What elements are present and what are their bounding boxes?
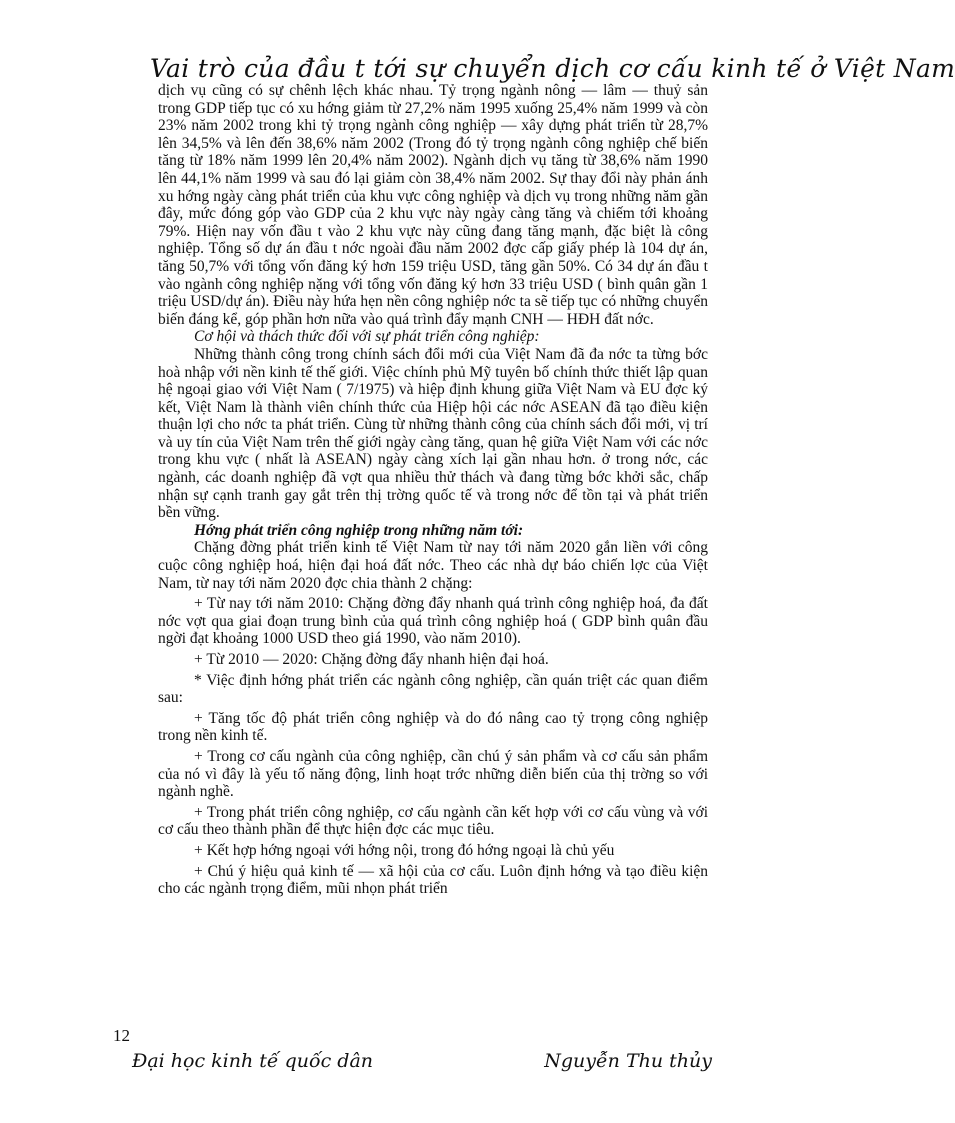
paragraph-opportunities: Những thành công trong chính sách đổi mới của Việt Nam đã đa nớc ta từng bớc hoà nhập với nền kinh tế thế giới. Việc chính phủ Mỹ tuyên bố chính thức thiết lập quan hệ ngoại giao với Việt Nam ( 7/1975) và hiệp định khung giữa Việt Nam và EU đợc ký kết, Việt Nam là thành viên chính thức của Hiệp hội các nớc ASEAN đã tạo điều kiện thuận lợi cho nớc ta phát triển. Cùng từ những thành công của chính sách đổi mới, vị trí và uy tín của Việt Nam trên thế giới ngày càng tăng, quan hệ giữa Việt Nam với các nớc trong khu vực ( nhất là ASEAN) ngày càng xích lại gần nhau hơn. ở trong nớc, các ngành, các doanh nghiệp đã vợt qua nhiều thử thách và đang từng bớc khởi sắc, chấp nhận sự cạnh tranh gay gắt trên thị trờng quốc tế và trong nớc để tồn tại và phát triển bền vững. xyxy=(158,345,708,522)
section-heading-opportunities: Cơ hội và thách thức đối với sự phát triển công nghiệp: xyxy=(194,328,540,346)
section-heading-direction: Hớng phát triển công nghiệp trong những năm tới: xyxy=(194,521,524,539)
page-number: 12 xyxy=(113,1026,130,1045)
list-item-stage-2010: + Từ nay tới năm 2010: Chặng đờng đẩy nhanh quá trình công nghiệp hoá, đa đất nớc vợt qua giai đoạn trung bình của quá trình công nghiệp hoá ( GDP bình quân đầu ngời đạt khoảng 1000 USD theo giá 1990, vào năm 2010). xyxy=(158,595,708,648)
list-item-stage-2020: + Từ 2010 — 2020: Chặng đờng đẩy nhanh hiện đại hoá. xyxy=(194,651,549,668)
list-item-efficiency: + Chú ý hiệu quả kinh tế — xã hội của cơ cấu. Luôn định hớng và tạo điều kiện cho các ngành trọng điểm, mũi nhọn phát triển xyxy=(158,862,708,898)
running-header-title: Vai trò của đầu t tới sự chuyển dịch cơ cấu kinh tế ở Việt Nam xyxy=(150,54,955,83)
footer-university: Đại học kinh tế quốc dân xyxy=(132,1050,374,1072)
paragraph-economic-structure: dịch vụ cũng có sự chênh lệch khác nhau. Tỷ trọng ngành nông — lâm — thuỷ sản trong GDP tiếp tục có xu hớng giảm từ 27,2% năm 1995 xuống 25,4% năm 1999 và còn 23% năm 2002 trong khi tỷ trọng ngành công nghiệp — xây dựng phát triển từ 28,7% lên 34,5% và lên đến 38,6% năm 2002 (Trong đó tỷ trọng ngành công nghiệp chế biến tăng từ 18% năm 1999 lên 20,4% năm 2002). Ngành dịch vụ tăng từ 38,6% năm 1990 lên 44,1% năm 1999 và sau đó lại giảm còn 38,4% năm 2002. Sự thay đổi này phản ánh xu hớng ngày càng phát triển của khu vực công nghiệp và dịch vụ trong những năm gần đây, mức đóng góp vào GDP của 2 khu vực này ngày càng tăng và chiếm tới khoảng 79%. Hiện nay vốn đầu t vào 2 khu vực này cũng đang tăng mạnh, đặc biệt là công nghiệp. Tổng số dự án đầu t nớc ngoài đầu năm 2002 đợc cấp giấy phép là 104 dự án, tăng 50,7% với tổng vốn đăng ký hơn 159 triệu USD, tăng gần 50%. Có 34 dự án đầu t vào ngành công nghiệp nặng với tổng vốn đăng ký hơn 33 triệu USD ( bình quân gần 1 triệu USD/dự án). Điều này hứa hẹn nền công nghiệp nớc ta sẽ tiếp tục có những chuyển biến đáng kể, góp phần hơn nữa vào quá trình đẩy mạnh CNH — HĐH đất nớc. xyxy=(158,82,708,328)
list-item-regional-structure: + Trong phát triển công nghiệp, cơ cấu ngành cần kết hợp với cơ cấu vùng và với cơ cấu theo thành phần để thực hiện đợc các mục tiêu. xyxy=(158,803,708,839)
paragraph-orientation: * Việc định hớng phát triển các ngành công nghiệp, cần quán triệt các quan điểm sau: xyxy=(158,671,708,707)
paragraph-development-stages: Chặng đờng phát triển kinh tế Việt Nam từ nay tới năm 2020 gắn liền với công cuộc công nghiệp hoá, hiện đại hoá đất nớc. Theo các nhà dự báo chiến lợc của Việt Nam, từ nay tới năm 2020 đợc chia thành 2 chặng: xyxy=(158,539,708,592)
list-item-external-orientation: + Kết hợp hớng ngoại với hớng nội, trong đó hớng ngoại là chủ yếu xyxy=(194,841,615,859)
footer-author: Nguyễn Thu thủy xyxy=(544,1050,712,1072)
list-item-growth: + Tăng tốc độ phát triển công nghiệp và do đó nâng cao tỷ trọng công nghiệp trong nền kinh tế. xyxy=(158,709,708,745)
body-text xyxy=(158,82,708,898)
list-item-product-structure: + Trong cơ cấu ngành của công nghiệp, cần chú ý sản phẩm và cơ cấu sản phẩm của nó vì đây là yếu tố năng động, linh hoạt trớc những diễn biến của thị trờng so với ngành nghề. xyxy=(158,747,708,801)
